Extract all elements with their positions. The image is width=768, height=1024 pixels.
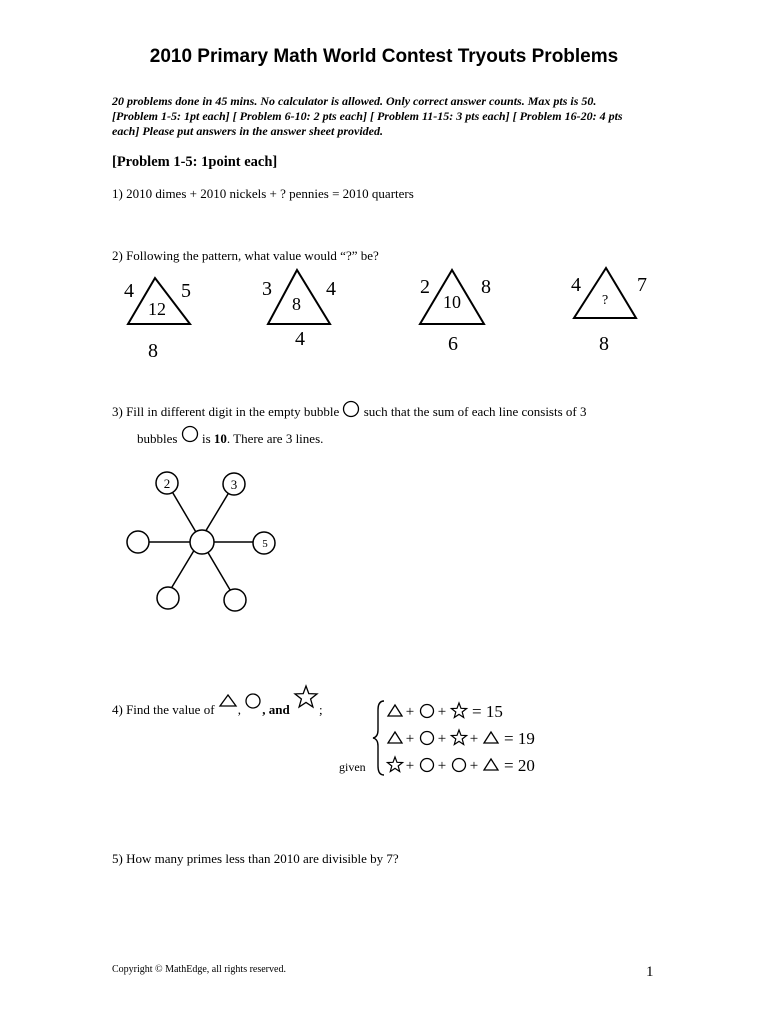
triangle-4-left: 4: [571, 274, 581, 296]
circle-icon: [342, 400, 360, 418]
triangle-icon: [388, 705, 402, 716]
given-label: given: [339, 760, 366, 774]
circle-icon: [244, 692, 262, 710]
page-title: 2010 Primary Math World Contest Tryouts Problems: [149, 46, 619, 67]
comma: ,: [237, 702, 242, 717]
instructions-line-1: 20 problems done in 45 mins. No calculator is allowed. Only correct answer counts. Max pts is 50.: [112, 94, 597, 108]
plus-sign: +: [405, 731, 415, 747]
star-icon: [387, 757, 402, 772]
plus-sign: +: [437, 704, 447, 720]
problem-2: 2) Following the pattern, what value would “?” be?: [112, 248, 379, 263]
semicolon: ;: [319, 702, 323, 717]
problem-1: 1) 2010 dimes + 2010 nickels + ? pennies = 2010 quarters: [112, 186, 414, 201]
plus-sign: +: [437, 758, 447, 774]
equation-result: = 19: [504, 729, 535, 748]
circle-icon: [453, 759, 466, 772]
problem-3-text-b: such that the sum of each line consists of 3: [363, 404, 587, 419]
bubble-center: [190, 530, 214, 554]
triangle-4-inside: ?: [602, 293, 609, 308]
problem-3-text-d: is: [201, 431, 211, 446]
triangle-2-bottom: 4: [295, 328, 305, 350]
bubble-bottom-left: [157, 587, 179, 609]
triangle-2-inside: 8: [292, 294, 301, 314]
triangle-3-bottom: 6: [448, 333, 458, 355]
instructions-line-3: each] Please put answers in the answer sheet provided.: [112, 124, 384, 138]
equations-system: [384, 698, 574, 780]
triangle-1-bottom: 8: [148, 340, 158, 362]
triangle-3-inside: 10: [443, 292, 461, 312]
circle-icon: [421, 759, 434, 772]
plus-sign: +: [469, 758, 479, 774]
star-icon: [451, 703, 466, 718]
equation-result: = 15: [472, 702, 503, 721]
star-icon: [293, 684, 319, 710]
triangle-3-left: 2: [420, 276, 430, 298]
circle-icon: [181, 425, 199, 443]
plus-sign: +: [405, 758, 415, 774]
triangle-1-left: 4: [124, 280, 134, 302]
problem-3-line-2: [137, 425, 323, 447]
triangle-icon: [484, 732, 498, 743]
triangle-4-bottom: 8: [599, 333, 609, 355]
circle-icon: [421, 705, 434, 718]
triangle-4-right: 7: [637, 274, 647, 296]
problem-3-line-1: [112, 400, 587, 420]
page-number: 1: [646, 964, 654, 980]
bubble-bottom-right: [224, 589, 246, 611]
problem-4-text: 4) Find the value of: [112, 702, 215, 717]
problem-3-text-a: 3) Fill in different digit in the empty bubble: [112, 404, 340, 419]
triangle-1-inside: 12: [148, 299, 166, 319]
instructions: [112, 94, 657, 139]
plus-sign: +: [437, 731, 447, 747]
section-header: [Problem 1-5: 1point each]: [112, 154, 278, 170]
problem-3-text-c: bubbles: [137, 431, 178, 446]
problem-3-target-sum: 10: [213, 431, 227, 446]
problem-5: 5) How many primes less than 2010 are divisible by 7?: [112, 851, 399, 866]
problem-3-text-e: . There are 3 lines.: [226, 431, 324, 446]
instructions-line-2: [Problem 1-5: 1pt each] [ Problem 6-10: 2 pts each] [ Problem 11-15: 3 pts each] [ Problem 16-20: 4 pts: [112, 109, 623, 123]
triangle-icon: [218, 692, 238, 710]
problem-4-prompt: [112, 684, 323, 718]
triangle-2-right: 4: [326, 278, 336, 300]
triangle-icon: [388, 732, 402, 743]
plus-sign: +: [405, 704, 415, 720]
bubble-label-right: 5: [262, 538, 268, 550]
bubble-label-top-left: 2: [163, 476, 171, 491]
triangle-1-right: 5: [181, 280, 191, 302]
triangle-icon: [484, 759, 498, 770]
bubble-label-top-right: 3: [230, 477, 238, 492]
copyright-notice: Copyright © MathEdge, all rights reserved.: [112, 964, 286, 975]
bubble-left: [127, 531, 149, 553]
plus-sign: +: [469, 731, 479, 747]
circle-icon: [421, 732, 434, 745]
star-icon: [451, 730, 466, 745]
triangle-3-right: 8: [481, 276, 491, 298]
bubble-diagram: [118, 462, 288, 622]
triangle-2-left: 3: [262, 278, 272, 300]
problem-4-and: , and: [262, 702, 290, 717]
equation-result: = 20: [504, 756, 535, 775]
